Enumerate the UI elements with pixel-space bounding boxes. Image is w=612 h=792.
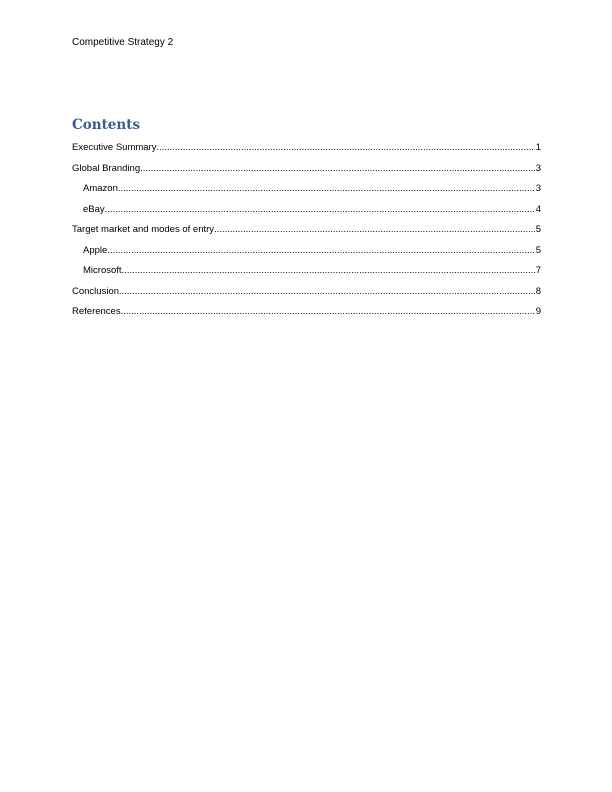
toc-entry-label: Global Branding [72, 162, 141, 174]
toc-page-number: 8 [535, 285, 541, 297]
toc-dot-leader [121, 306, 535, 318]
toc-dot-leader [119, 286, 535, 298]
toc-entry-apple[interactable] [72, 245, 541, 266]
toc-dot-leader [107, 245, 534, 257]
toc-page-number: 5 [535, 244, 541, 256]
toc-title: Contents [72, 117, 141, 133]
toc-entry-executive-summary[interactable] [72, 142, 541, 163]
toc-entry-label: Amazon [83, 183, 118, 194]
toc-dot-leader [105, 204, 535, 216]
table-of-contents [72, 142, 541, 327]
toc-entry-label: Executive Summary [72, 142, 157, 153]
toc-page-number: 3 [535, 183, 541, 194]
toc-entry-global-branding[interactable] [72, 163, 541, 184]
toc-dot-leader [140, 163, 535, 175]
toc-entry-label: Microsoft [83, 265, 122, 276]
running-header: Competitive Strategy 2 [72, 37, 174, 48]
toc-page-number: 7 [535, 265, 541, 276]
toc-page-number: 5 [535, 224, 541, 235]
toc-page-number: 3 [535, 162, 541, 174]
toc-entry-conclusion[interactable] [72, 286, 541, 307]
toc-dot-leader [214, 224, 535, 236]
toc-entry-label: References [72, 306, 121, 317]
toc-entry-label: Target market and modes of entry [72, 224, 215, 235]
toc-page-number: 1 [535, 142, 541, 153]
toc-dot-leader [118, 183, 535, 195]
toc-dot-leader [156, 142, 534, 154]
toc-entry-ebay[interactable] [72, 204, 541, 225]
toc-entry-target-market[interactable] [72, 224, 541, 245]
toc-entry-label: eBay [83, 203, 105, 215]
toc-entry-label: Apple [83, 244, 108, 256]
toc-dot-leader [122, 265, 535, 277]
toc-entry-amazon[interactable] [72, 183, 541, 204]
toc-entry-references[interactable] [72, 306, 541, 327]
toc-page-number: 9 [535, 306, 541, 317]
toc-page-number: 4 [535, 203, 541, 215]
toc-entry-microsoft[interactable] [72, 265, 541, 286]
toc-entry-label: Conclusion [72, 285, 119, 297]
